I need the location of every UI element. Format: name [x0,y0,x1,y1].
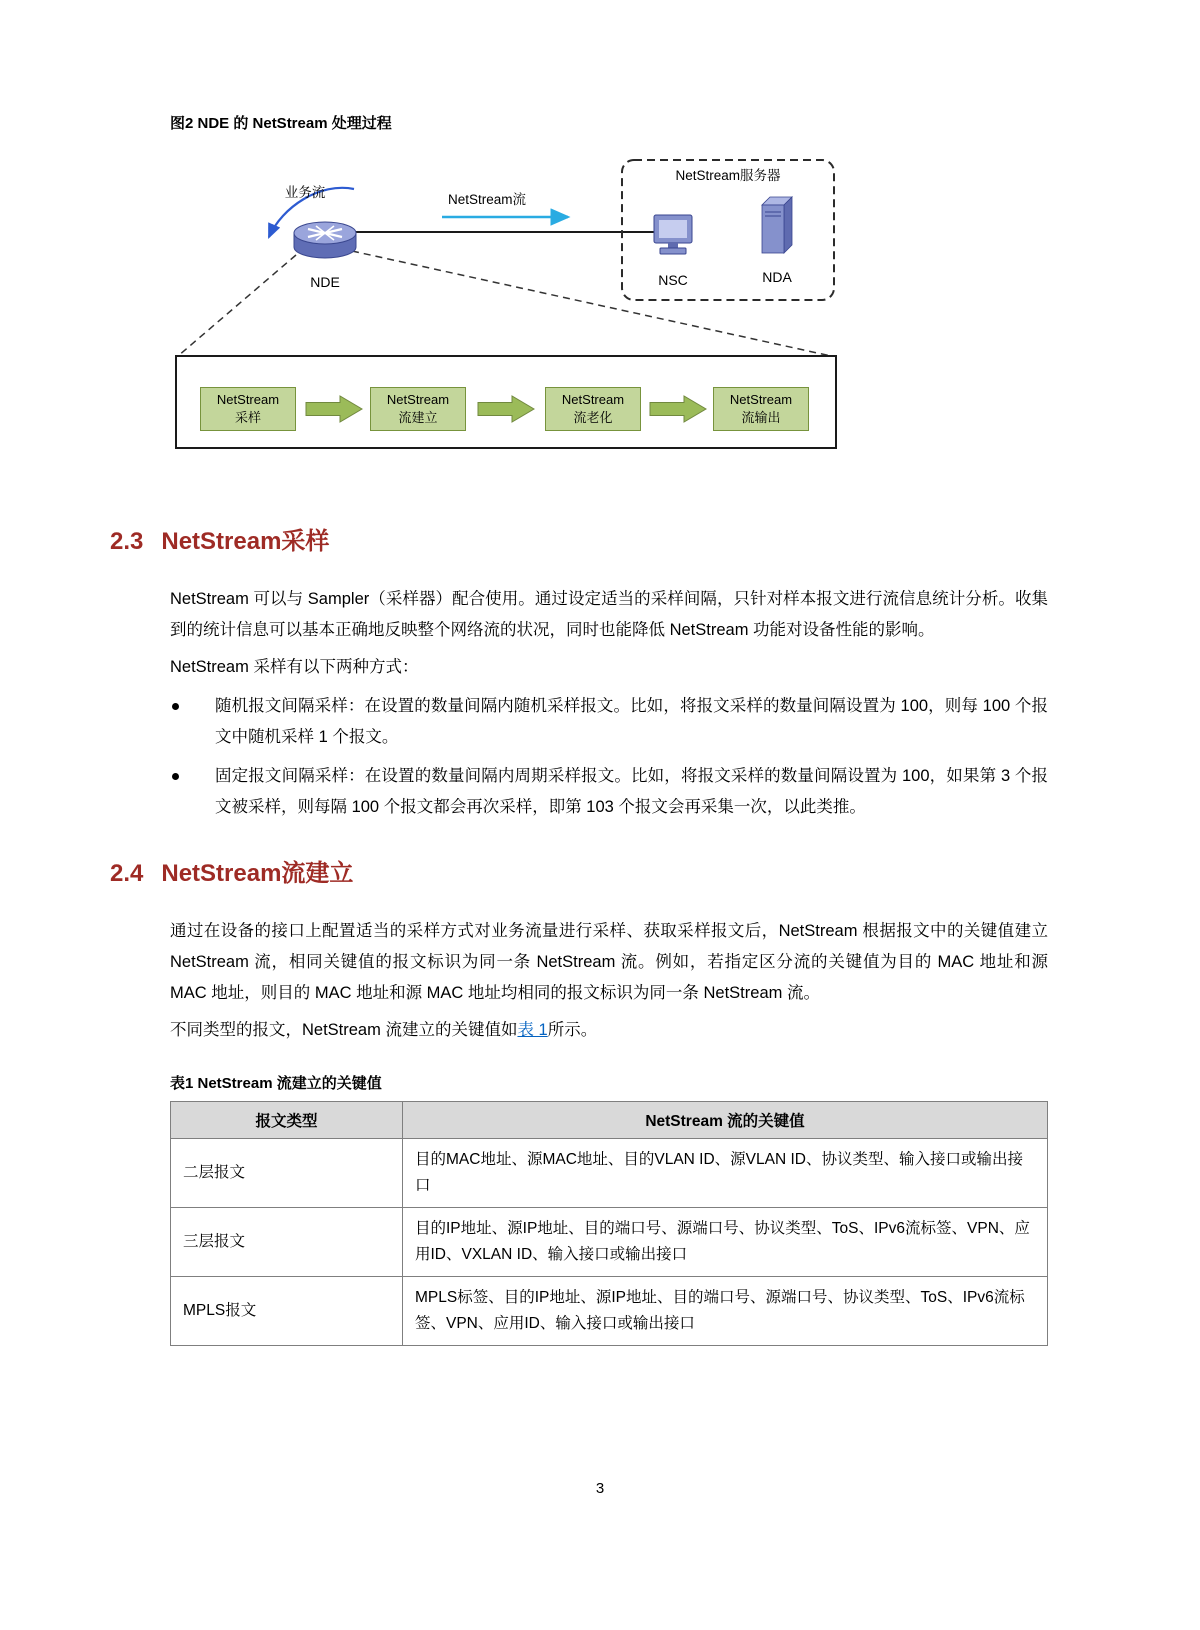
router-icon [294,222,356,258]
cell-key-values: MPLS标签、目的IP地址、源IP地址、目的端口号、源端口号、协议类型、ToS、IPv6流标签、VPN、应用ID、输入接口或输出接口 [403,1277,1048,1346]
nde-label: NDE [310,274,340,290]
expansion-line-left [178,255,296,356]
process-box-flow-export [713,387,809,431]
header-packet-type: 报文类型 [171,1102,403,1139]
table-row [171,1139,1048,1208]
page-number: 3 [595,1480,605,1497]
nda-label: NDA [762,269,792,285]
section-number: 2.4 [110,860,144,887]
paragraph-text: 不同类型的报文，NetStream 流建立的关键值如 [170,1021,518,1039]
section-title: NetStream流建立 [161,860,354,887]
table-row [171,1277,1048,1346]
section-2-4-paragraph-2 [170,1015,1048,1046]
desktop-computer-icon [654,215,692,254]
section-2-3-paragraph-2: NetStream 采样有以下两种方式： [170,658,419,676]
section-2-4-paragraph-1: 通过在设备的接口上配置适当的采样方式对业务流量进行采样、获取采样报文后，NetStream 根据报文中的关键值建立 NetStream 流，相同关键值的报文标识为同一条 NetStream 流。例如，若指定区分流的关键值为目的 MAC 地址和源 MAC 地址，则目的 MAC 地址和源 MAC 地址均相同的报文标识为同一条 NetStream 流。 [170,922,1048,1002]
nsc-label: NSC [658,272,688,288]
header-key-values: NetStream 流的关键值 [403,1102,1048,1139]
cell-key-values: 目的MAC地址、源MAC地址、目的VLAN ID、源VLAN ID、协议类型、输入接口或输出接口 [403,1139,1048,1208]
bullet-text: 随机报文间隔采样：在设置的数量间隔内随机采样报文。比如，将报文采样的数量间隔设置为 100，则每 100 个报文中随机采样 1 个报文。 [215,697,1048,746]
table-row [171,1208,1048,1277]
figure-caption: 图2 NDE 的 NetStream 处理过程 [170,115,392,132]
netstream-flow-label: NetStream流 [447,192,527,207]
section-2-4-heading [110,853,1200,888]
section-number: 2.3 [110,528,144,555]
process-box-line: NetStream [386,392,450,408]
process-box-line: 流建立 [398,410,438,425]
netstream-key-table [170,1101,1048,1346]
cell-key-values: 目的IP地址、源IP地址、目的端口号、源端口号、协议类型、ToS、IPv6流标签、VPN、应用ID、VXLAN ID、输入接口或输出接口 [403,1208,1048,1277]
section-title: NetStream采样 [161,528,330,555]
section-2-3-heading [110,521,1200,556]
server-tower-icon [762,197,792,253]
table-1-link[interactable]: 表 1 [517,1021,548,1039]
bullet-dot-icon [172,773,179,780]
process-box-line: NetStream [729,392,793,408]
bullet-text: 固定报文间隔采样：在设置的数量间隔内周期采样报文。比如，将报文采样的数量间隔设置为 100，如果第 3 个报文被采样，则每隔 100 个报文都会再次采样，即第 103 个报文会再采集一次，以此类推。 [215,767,1048,816]
process-box-sampling [200,387,296,431]
process-box-line: NetStream [561,392,625,408]
service-flow-label: 业务流 [284,185,326,200]
cell-packet-type: 二层报文 [171,1139,403,1208]
process-box-line: 流老化 [573,410,613,425]
bullet-fixed-sampling [170,761,1048,823]
bullet-dot-icon [172,703,179,710]
process-box-flow-create [370,387,466,431]
table-header-row [171,1102,1048,1139]
process-box-flow-aging [545,387,641,431]
bullet-random-sampling [170,691,1048,753]
process-box-line: 采样 [234,410,261,425]
section-2-3-paragraph-1: NetStream 可以与 Sampler（采样器）配合使用。通过设定适当的采样间隔，只针对样本报文进行流信息统计分析。收集到的统计信息可以基本正确地反映整个网络流的状况，同时也能降低 NetStream 功能对设备性能的影响。 [170,590,1048,639]
cell-packet-type: MPLS报文 [171,1277,403,1346]
process-box-line: 流输出 [741,410,781,425]
paragraph-text: 所示。 [547,1021,598,1039]
cell-packet-type: 三层报文 [171,1208,403,1277]
table-caption: 表1 NetStream 流建立的关键值 [170,1075,382,1092]
expansion-line-right [352,251,831,356]
netstream-process-diagram [170,155,850,465]
server-group-label: NetStream服务器 [675,168,781,183]
process-box-line: NetStream [216,392,280,408]
